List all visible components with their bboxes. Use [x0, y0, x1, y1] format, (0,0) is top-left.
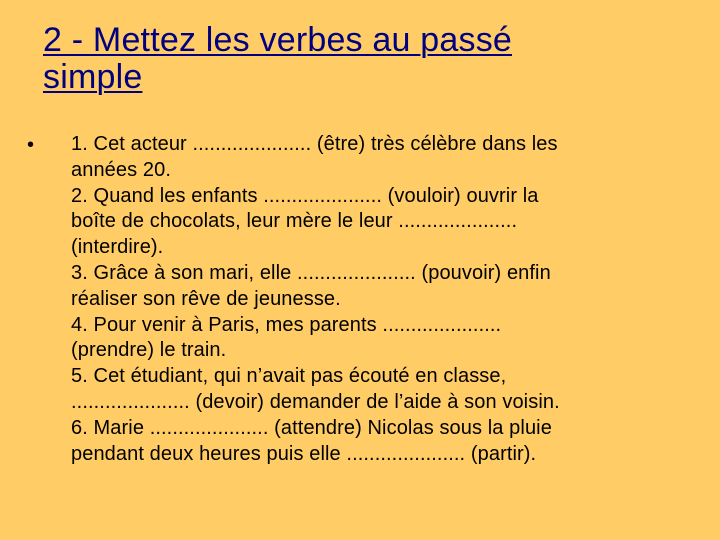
exercise-line: réaliser son rêve de jeunesse. — [71, 287, 341, 310]
exercise-line: 2. Quand les enfants ..................... (vouloir) ouvrir la — [71, 184, 539, 207]
exercise-line: boîte de chocolats, leur mère le leur ..................... — [71, 210, 518, 233]
exercise-line: 1. Cet acteur ..................... (être) très célèbre dans les — [71, 133, 558, 155]
exercise-line: 5. Cet étudiant, qui n’avait pas écouté en classe, — [71, 365, 507, 388]
slide-title-line-2: simple — [43, 58, 143, 96]
exercise-line: 4. Pour venir à Paris, mes parents ..................... — [71, 313, 502, 336]
exercise-line: 3. Grâce à son mari, elle ..................... (pouvoir) enfin — [71, 261, 551, 284]
exercise-line: (prendre) le train. — [71, 339, 227, 362]
exercise-line: 6. Marie ..................... (attendre) Nicolas sous la pluie — [71, 416, 552, 439]
exercise-line: années 20. — [71, 158, 171, 181]
exercise-line: ..................... (devoir) demander de l’aide à son voisin. — [71, 390, 560, 413]
exercise-sentences — [71, 132, 691, 467]
slide-title — [43, 22, 663, 96]
exercise-line: (interdire). — [71, 236, 164, 259]
exercise-line: pendant deux heures puis elle ..................... (partir). — [71, 442, 537, 465]
slide-title-line-1: 2 - Mettez les verbes au passé — [43, 21, 513, 59]
bullet-icon: • — [27, 134, 35, 156]
